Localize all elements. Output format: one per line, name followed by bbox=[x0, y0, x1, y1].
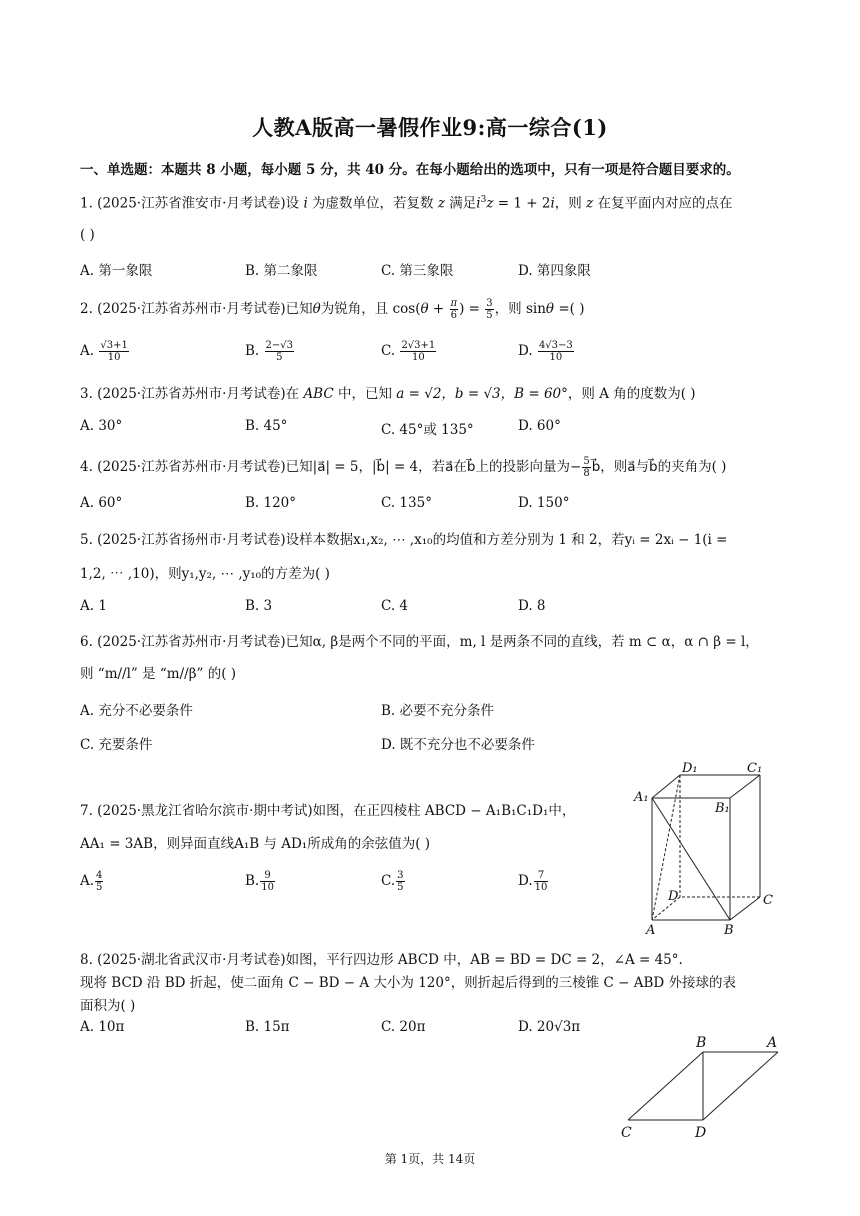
question-6-line-2: 则 “m//l” 是 “m//β” 的( ) bbox=[80, 666, 237, 682]
question-4-option-a[interactable]: A. 60° bbox=[80, 495, 123, 511]
label-a: A bbox=[767, 1035, 778, 1051]
question-4-option-d[interactable]: D. 150° bbox=[518, 495, 570, 511]
question-2-option-c[interactable]: C. $\frac{2√3+1}{10}$ bbox=[381, 340, 436, 363]
label-b1: B₁ bbox=[715, 801, 730, 816]
edge-b1-c1 bbox=[730, 775, 760, 798]
edge-c-b bbox=[628, 1052, 703, 1120]
question-3-stem: 3. (2025·江苏省苏州市·月考试卷)在 ABC 中，已知 a = √2，b = √3，B = 60°，则 A 角的度数为( ) bbox=[80, 386, 696, 402]
question-8-option-d[interactable]: D. 20√3π bbox=[518, 1019, 581, 1035]
question-1-option-d[interactable]: D. 第四象限 bbox=[518, 263, 591, 279]
question-7-option-a[interactable]: A. $\frac{4}{5}$ bbox=[80, 870, 103, 893]
question-2-stem: 2. (2025·江苏省苏州市·月考试卷)已知θ为锐角，且 cos(θ + $\frac{\pi}{6}$ ) = $\frac{3}{5}$ ，则 sinθ =( ) bbox=[80, 298, 585, 321]
question-8-option-a[interactable]: A. 10π bbox=[80, 1019, 125, 1035]
question-5-option-a[interactable]: A. 1 bbox=[80, 598, 107, 614]
prism-figure bbox=[630, 760, 780, 935]
label-d: D bbox=[668, 889, 679, 904]
label-c: C bbox=[763, 893, 773, 908]
question-4-stem: 4. (2025·江苏省苏州市·月考试卷)已知|a⃗| = 5，|b⃗| = 4，若a⃗在b⃗上的投影向量为− $\frac{5}{8}$ b⃗，则a⃗与b⃗的夹角为( ) bbox=[80, 456, 727, 479]
question-6-option-b[interactable]: B. 必要不充分条件 bbox=[381, 703, 495, 719]
question-4-option-b[interactable]: B. 120° bbox=[245, 495, 297, 511]
label-c1: C₁ bbox=[747, 761, 763, 776]
edge-a-d bbox=[703, 1052, 778, 1120]
question-8-line-2: 现将 BCD 沿 BD 折起，使二面角 C − BD − A 大小为 120°，则折起后得到的三棱锥 C − ABD 外接球的表 bbox=[80, 975, 737, 991]
label-d1: D₁ bbox=[682, 761, 698, 776]
question-7-line-1: 7. (2025·黑龙江省哈尔滨市·期中考试)如图，在正四棱柱 ABCD − A₁B₁C₁D₁中， bbox=[80, 803, 576, 819]
question-1-option-b[interactable]: B. 第二象限 bbox=[245, 263, 318, 279]
question-1-line-1: 1. (2025·江苏省淮安市·月考试卷)设 i 为虚数单位，若复数 z 满足$i^3z = 1 + 2i$，则 z 在复平面内对应的点在 bbox=[80, 195, 733, 212]
question-7-line-2: AA₁ = 3AB，则异面直线A₁B 与 AD₁所成角的余弦值为( ) bbox=[80, 836, 431, 852]
question-6-option-d[interactable]: D. 既不充分也不必要条件 bbox=[381, 737, 535, 753]
question-1-option-c[interactable]: C. 第三象限 bbox=[381, 263, 454, 279]
edge-b-c bbox=[730, 897, 760, 920]
question-8-option-b[interactable]: B. 15π bbox=[245, 1019, 290, 1035]
question-1-line-2: ( ) bbox=[80, 227, 95, 243]
label-b: B bbox=[724, 923, 734, 935]
label-c: C bbox=[621, 1125, 632, 1141]
question-6-option-c[interactable]: C. 充要条件 bbox=[80, 737, 153, 753]
label-a: A bbox=[646, 923, 656, 935]
label-b: B bbox=[696, 1035, 707, 1051]
question-4-option-c[interactable]: C. 135° bbox=[381, 495, 432, 511]
page-footer: 第 1页，共 14页 bbox=[384, 1152, 476, 1166]
question-8-option-c[interactable]: C. 20π bbox=[381, 1019, 426, 1035]
question-3-option-d[interactable]: D. 60° bbox=[518, 418, 561, 434]
question-2-option-b[interactable]: B. $\frac{2-√3}{5}$ bbox=[245, 340, 293, 363]
question-7-option-c[interactable]: C. $\frac{3}{5}$ bbox=[381, 870, 404, 893]
question-3-option-a[interactable]: A. 30° bbox=[80, 418, 123, 434]
question-2-option-d[interactable]: D. $\frac{4√3-3}{10}$ bbox=[518, 340, 573, 363]
section-heading: 一、单选题：本题共 8 小题，每小题 5 分，共 40 分。在每小题给出的选项中，只有一项是符合题目要求的。 bbox=[80, 162, 740, 178]
parallelogram-figure bbox=[615, 1030, 790, 1145]
question-7-option-d[interactable]: D. $\frac{7}{10}$ bbox=[518, 870, 548, 893]
question-7-option-b[interactable]: B. $\frac{9}{10}$ bbox=[245, 870, 274, 893]
question-8-line-1: 8. (2025·湖北省武汉市·月考试卷)如图，平行四边形 ABCD 中，AB = BD = DC = 2，∠A = 45°. bbox=[80, 952, 683, 968]
question-2-option-a[interactable]: A. $\frac{√3+1}{10}$ bbox=[80, 340, 128, 363]
question-5-option-d[interactable]: D. 8 bbox=[518, 598, 546, 614]
question-6-option-a[interactable]: A. 充分不必要条件 bbox=[80, 703, 193, 719]
question-3-option-c[interactable]: C. 45°或 135° bbox=[381, 422, 474, 438]
question-6-line-1: 6. (2025·江苏省苏州市·月考试卷)已知α, β是两个不同的平面，m, l 是两条不同的直线，若 m ⊂ α，α ∩ β = l， bbox=[80, 634, 759, 650]
question-8-line-3: 面积为( ) bbox=[80, 998, 136, 1014]
question-1-option-a[interactable]: A. 第一象限 bbox=[80, 263, 153, 279]
question-3-option-b[interactable]: B. 45° bbox=[245, 418, 288, 434]
question-5-option-b[interactable]: B. 3 bbox=[245, 598, 273, 614]
page-title: 人教A版高一暑假作业9:高一综合(1) bbox=[252, 115, 608, 140]
label-a1: A₁ bbox=[634, 790, 649, 805]
label-d: D bbox=[695, 1125, 707, 1141]
question-5-option-c[interactable]: C. 4 bbox=[381, 598, 409, 614]
question-5-line-2: 1,2, ⋯ ,10)，则y₁,y₂, ⋯ ,y₁₀的方差为( ) bbox=[80, 566, 330, 582]
question-5-line-1: 5. (2025·江苏省扬州市·月考试卷)设样本数据x₁,x₂, ⋯ ,x₁₀的均值和方差分别为 1 和 2，若yᵢ = 2xᵢ − 1(i = bbox=[80, 532, 728, 548]
